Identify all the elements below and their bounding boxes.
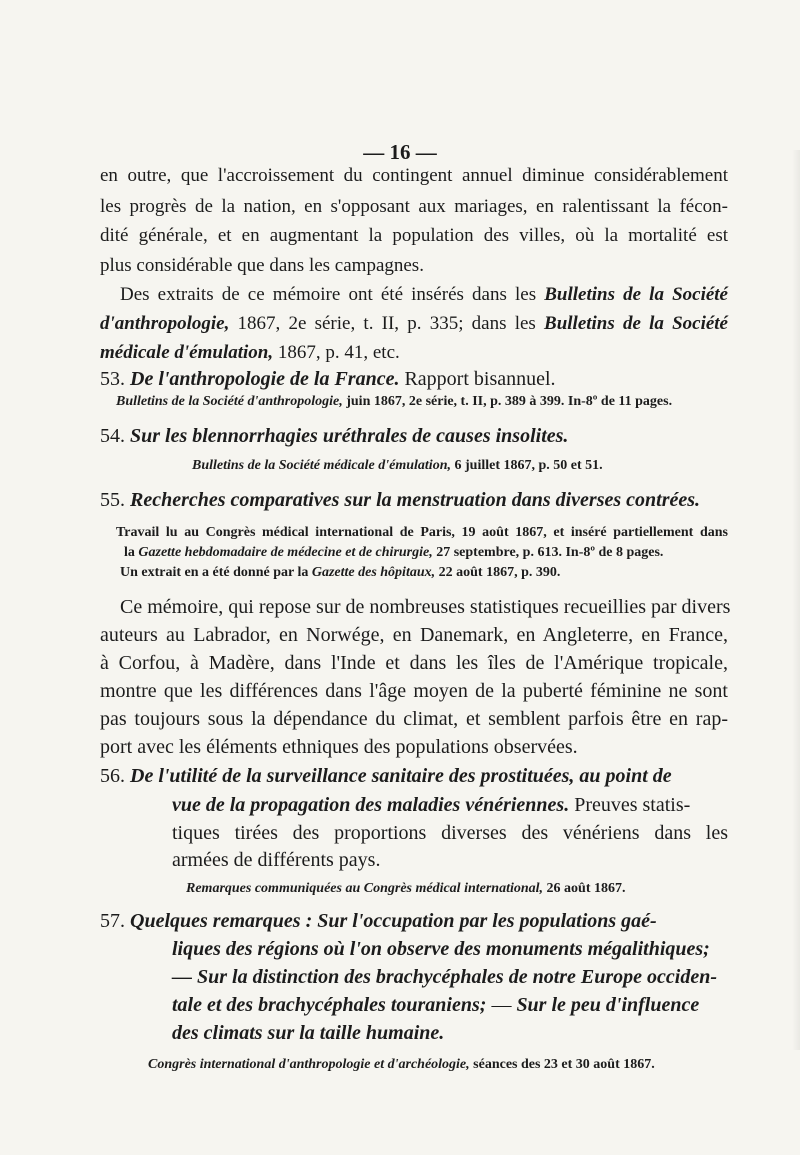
entry-reference [192,457,728,475]
entry-reference: Travail lu au Congrès médical international de Paris, 19 août 1867, et inséré partiellement dans [116,525,728,540]
reference-details: 22 août 1867, p. 390. [435,565,561,580]
entry-title: Quelques remarques : Sur l'occupation par les populations gaé- [130,910,657,932]
entry-number: 56. [100,765,125,787]
text-span: 1867, 2e série, t. II, p. 335; dans les [229,313,545,334]
reference-details: 27 septembre, p. 613. In-8º de 8 pages. [432,545,664,560]
entry-heading [100,424,728,448]
entry-number: 54. [100,425,125,447]
text-line: auteurs au Labrador, en Norwége, en Danemark, en Angleterre, en France, [100,624,728,646]
entry-heading [100,488,728,512]
text-span: 1867, p. 41, etc. [273,342,400,363]
entry-title: De l'utilité de la surveillance sanitaire des prostituées, au point de [130,765,672,787]
journal-title: médicale d'émulation, [100,342,274,363]
entry-title: — Sur la distinction des brachycéphales de notre Europe occiden- [172,966,717,988]
entry-number: 57. [100,910,125,932]
text-line: à Corfou, à Madère, dans l'Inde et dans les îles de l'Amérique tropicale, [100,652,728,674]
entry-heading [172,793,728,817]
entry-title: Recherches comparatives sur la menstruation dans diverses contrées. [130,489,701,511]
entry-title: tale et des brachycéphales touraniens; [172,994,487,1016]
text-span: la [124,545,139,560]
entry-reference [148,1056,728,1074]
entry-heading [100,764,728,788]
text-line: montre que les différences dans l'âge moyen de la puberté féminine ne sont [100,680,728,702]
journal-title: d'anthropologie, [100,313,230,334]
reference-details: séances des 23 et 30 août 1867. [469,1057,655,1072]
entry-heading [172,993,728,1017]
journal-title: Bulletins de la Société [544,313,728,334]
entry-reference [116,393,728,411]
text-span: — [486,994,517,1016]
reference-details: juin 1867, 2e série, t. II, p. 389 à 399. In-8º de 11 pages. [342,394,673,409]
entry-number: 55. [100,489,125,511]
entry-heading [100,367,728,391]
entry-title: vue de la propagation des maladies vénériennes. [172,794,570,816]
text-line [120,283,728,307]
entry-reference [120,564,728,582]
text-line [100,312,728,336]
entry-title: Sur le peu d'influence [516,994,700,1016]
journal-title: Bulletins de la Société d'anthropologie, [116,394,343,409]
entry-subtitle: Preuves statis- [569,794,691,816]
journal-title: Remarques communiquées au Congrès médical international, [186,881,544,896]
journal-title: Gazette hebdomadaire de médecine et de chirurgie, [138,545,433,560]
text-line [100,341,728,365]
entry-heading [100,909,728,933]
text-line: plus considérable que dans les campagnes. [100,255,424,276]
text-span: Des extraits de ce mémoire ont été insérés dans les [120,284,545,305]
entry-reference [186,880,728,898]
text-line: Ce mémoire, qui repose sur de nombreuses statistiques recueillies par divers [120,596,731,618]
text-line: les progrès de la nation, en s'opposant aux mariages, en ralentissant la fécon- [100,196,728,217]
entry-title: des climats sur la taille humaine. [172,1022,445,1044]
entry-number: 53. [100,368,125,390]
journal-title: Bulletins de la Société médicale d'émulation, [192,458,451,473]
reference-details: 26 août 1867. [543,881,626,896]
journal-title: Congrès international d'anthropologie et d'archéologie, [148,1057,470,1072]
text-span: Un extrait en a été donné par la [120,565,312,580]
journal-title: Bulletins de la Société [544,284,728,305]
text-line: pas toujours sous la dépendance du climat, et semblent parfois être en rap- [100,708,728,730]
entry-title: De l'anthropologie de la France. [130,368,400,390]
entry-title: liques des régions où l'on observe des monuments mégalithiques; [172,938,710,960]
text-line: dité générale, et en augmentant la population des villes, où la mortalité est [100,225,728,246]
page-edge-shadow [792,150,800,1050]
entry-reference [124,544,728,562]
text-line: port avec les éléments ethniques des populations observées. [100,736,578,758]
journal-title: Gazette des hôpitaux, [311,565,436,580]
page-number: — 16 — [363,140,437,164]
entry-subtitle: tiques tirées des proportions diverses des vénériens dans les [172,822,728,844]
entry-title: Sur les blennorrhagies uréthrales de causes insolites. [130,425,569,447]
entry-subtitle: armées de différents pays. [172,849,381,871]
entry-subtitle: Rapport bisannuel. [399,368,556,390]
reference-details: 6 juillet 1867, p. 50 et 51. [451,458,603,473]
text-line: en outre, que l'accroissement du contingent annuel diminue considérablement [100,165,728,186]
